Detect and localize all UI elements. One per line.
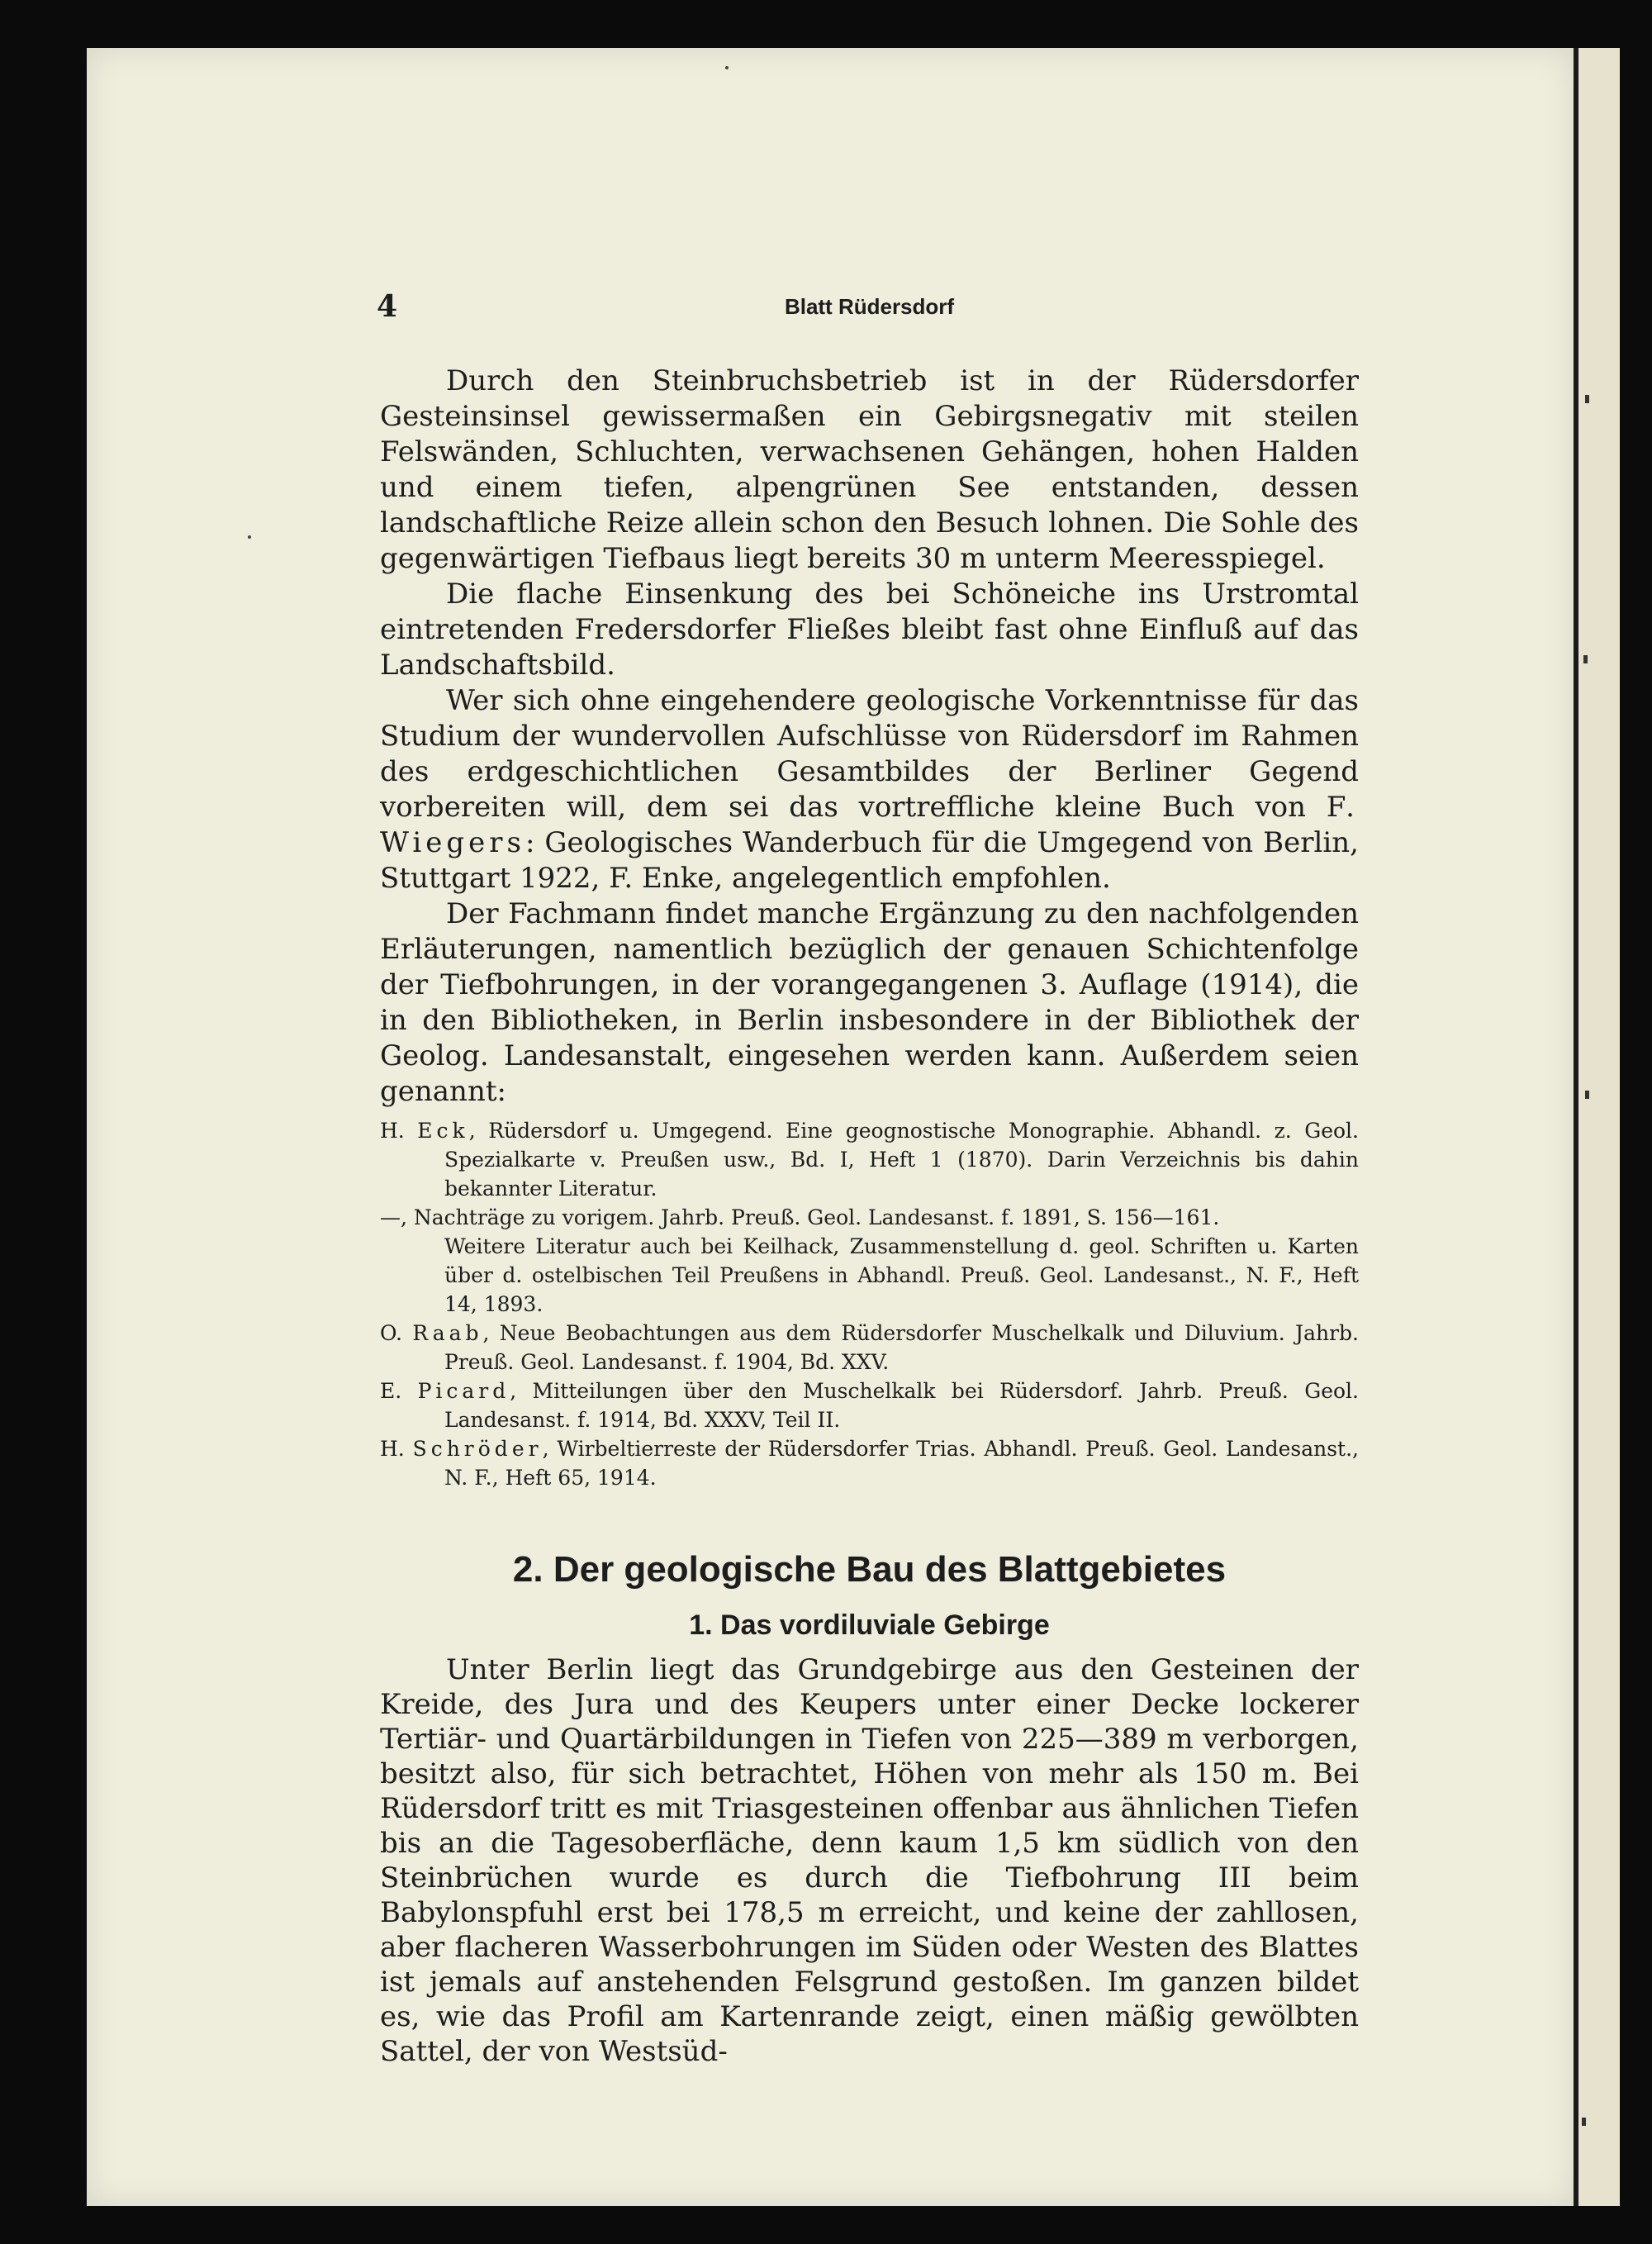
ref-text: , Mitteilungen über den Muschelkalk bei Rüdersdorf. Jahrb. Preuß. Geol. Landesanst. f. 1914, Bd. XXXV, Teil II. [444,1379,1359,1432]
section-heading: 2. Der geologische Bau des Blattgebietes [512,1549,1227,1590]
paragraph-quarry: Durch den Steinbruchsbetrieb ist in der Rüdersdorfer Gesteinsinsel gewissermaßen ein Gebirgsnegativ mit steilen Felswänden, Schluchten, verwachsenen Gehängen, hohen Halden und einem tiefen, alpengrünen See entstanden, dessen landschaftliche Reize allein schon den Besuch lohnen. Die Sohle des gegenwärtigen Tiefbaus liegt bereits 30 m unterm Meeresspiegel. [380,364,1359,575]
ref-text: —, Nachträge zu vorigem. Jahrb. Preuß. Geol. Landesanst. f. 1891, S. 156—161. [380,1205,1220,1229]
paragraph-basement: Unter Berlin liegt das Grundgebirge aus den Gesteinen der Kreide, des Jura und des Keupers unter einer Decke lockerer Tertiär- und Quartärbildungen in Tiefen von 225—389 m verborgen, besitzt also, für sich betrachtet, Höhen von mehr als 150 m. Bei Rüdersdorf tritt es mit Triasgesteinen offenbar aus ähnlichen Tiefen bis an die Tagesoberfläche, denn kaum 1,5 km südlich von den Steinbrüchen wurde es durch die Tiefbohrung III beim Babylonspfuhl erst bei 178,5 m erreicht, und keine der zahllosen, aber flacheren Wasserbohrungen im Süden oder Westen des Blattes ist jemals auf anstehenden Felsgrund gestoßen. Im ganzen bildet es, wie das Profil am Kartenrande zeigt, einen mäßig gewölbten Sattel, der von Westsüd- [380,1653,1359,2068]
running-title: Blatt Rüdersdorf [784,294,955,319]
reference-item [380,1434,1359,1492]
dust-speck [1585,395,1589,403]
paragraph-recommendation [380,683,1359,896]
paragraph-depression: Die flache Einsenkung des bei Schöneiche ins Urstromtal eintretenden Fredersdorfer Fließes bleibt fast ohne Einfluß auf das Landschaftsbild. [380,578,1359,682]
dust-speck [1585,1091,1589,1099]
reference-item [380,1203,1359,1232]
reference-item [380,1376,1359,1434]
ref-text: , Wirbeltierreste der Rüdersdorfer Trias. Abhandl. Preuß. Geol. Landesanst., N. F., Heft 65, 1914. [444,1437,1359,1490]
dust-speck [1582,2118,1586,2126]
ref-initial: O. [380,1321,413,1345]
reference-list [380,1116,1359,1492]
ref-author: Schröder [412,1437,543,1461]
page-content [377,289,1359,2069]
ref-text: Weitere Literatur auch bei Keilhack, Zusammenstellung d. geol. Schriften u. Karten über d. ostelbischen Teil Preußens in Abhandl. Preuß. Geol. Landesanst., N. F., Heft 14, 1893. [444,1234,1359,1316]
dust-speck [725,66,729,69]
author-name: F. Wiegers [380,791,1359,859]
text-run: Wer sich ohne eingehendere geologische Vorkenntnisse für das Studium der wundervollen Aufschlüsse von Rüdersdorf im Rahmen des erdgeschichtlichen Gesamtbildes der Berliner Gegend vorbereiten will, dem sei das vortreffliche kleine Buch von [380,684,1359,824]
ref-initial: H. [380,1437,413,1461]
reference-item [380,1116,1359,1203]
reference-item [380,1319,1359,1376]
ref-author: Eck [417,1119,469,1143]
dust-speck [1583,655,1588,663]
subsection-heading: 1. Das vordiluviale Gebirge [689,1609,1050,1641]
dust-speck [248,535,251,539]
ref-text: , Rüdersdorf u. Umgegend. Eine geognostische Monographie. Abhandl. z. Geol. Spezialkarte v. Preußen usw., Bd. I, Heft 1 (1870). Darin Verzeichnis bis dahin bekannter Literatur. [444,1119,1359,1200]
ref-initial: H. [380,1119,418,1143]
running-head [377,289,1359,327]
ref-author: Picard [417,1379,510,1403]
page-number: 4 [377,289,398,324]
reference-item [380,1232,1359,1319]
ref-initial: E. [380,1379,418,1403]
paragraph-specialist: Der Fachmann findet manche Ergänzung zu den nachfolgenden Erläuterungen, namentlich bezüglich der genauen Schichtenfolge der Tiefbohrungen, in der vorangegangenen 3. Auflage (1914), die in den Bibliotheken, in Berlin insbesondere in der Bibliothek der Geolog. Landesanstalt, eingesehen werden kann. Außerdem seien genannt: [380,897,1359,1108]
ref-author: Raab [412,1321,483,1345]
facing-page-edge [1578,48,1620,2206]
text-run: : Geologisches Wanderbuch für die Umgegend von Berlin, Stuttgart 1922, F. Enke, angelegentlich empfohlen. [380,826,1359,895]
ref-text: , Neue Beobachtungen aus dem Rüdersdorfer Muschelkalk und Diluvium. Jahrb. Preuß. Geol. Landesanst. f. 1904, Bd. XXV. [444,1321,1359,1374]
